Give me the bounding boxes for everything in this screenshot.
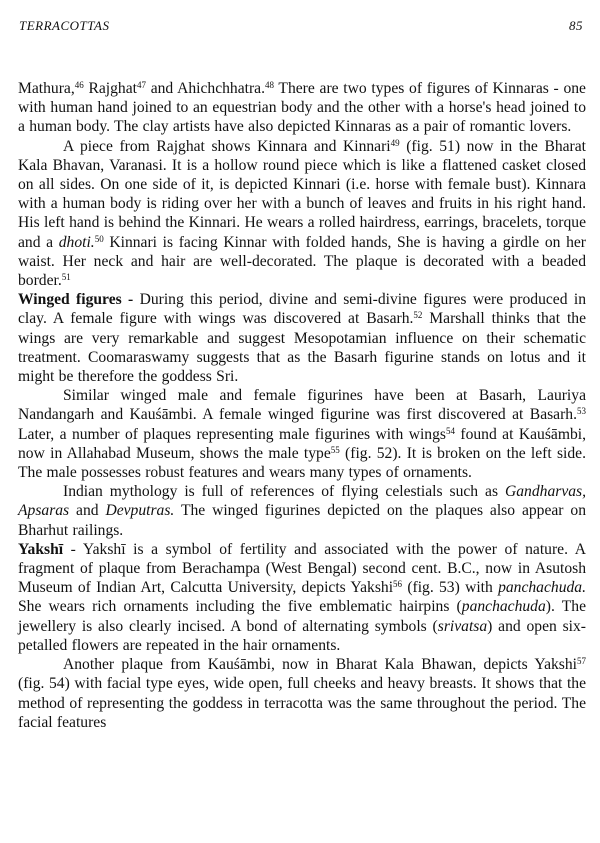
paragraph: [18, 79, 586, 137]
footnote-ref: 49: [390, 137, 400, 148]
paragraph: [18, 386, 586, 482]
paragraph: [18, 655, 586, 732]
paragraph: [18, 137, 586, 291]
text-run: Kinnari is facing Kinnar with folded hands, She is having a girdle on her waist. Her neck and hair are well-decorated. The plaque is decorated with a beaded border.: [18, 233, 586, 290]
text-run: found at Kauśāmbi, now in Allahabad Museum, shows the male type: [18, 425, 586, 462]
footnote-ref: 46: [74, 80, 84, 90]
footnote-ref: 56: [393, 579, 403, 590]
footnote-ref: 53: [577, 406, 586, 417]
text-run: - Yakshī is a symbol of fertility and associated with the power of nature. A fragment of plaque from Berachampa (West Bengal) second cent. B.C., now in Asutosh Museum of Indian Art, Calcutta University, depicts Yakshi: [18, 540, 586, 597]
text-run: (fig. 51) now in the Bharat Kala Bhavan, Varanasi. It is a hollow round piece which is like a flattened casket closed on all sides. On one side of it, is depicted Kinnari (i.e. horse with female bust). Kinnara with a human body is riding over her with a bunch of leaves and fruits in his right hand. His left hand is behind the Kinnari. He wears a rolled hairdress, earrings, bracelets, torque and a: [18, 137, 587, 251]
italic-term: panchachuda.: [498, 579, 586, 597]
italic-term: dhoti.: [58, 233, 95, 251]
text-run: (fig. 54) with facial type eyes, wide open, full cheeks and heavy breasts. It shows that the method of representing the goddess in terracotta was the same throughout the period. The facial features: [18, 675, 586, 731]
paragraph: [18, 540, 586, 655]
text-run: and: [69, 502, 106, 520]
footnote-ref: 50: [94, 233, 104, 244]
text-run: (fig. 52). It is broken on the left side. The male possesses robust features and wears many types of ornaments.: [18, 444, 586, 482]
footnote-ref: 55: [330, 444, 340, 455]
text-run: During this period, divine and semi-divine figures were produced in clay. A female figure with wings was discovered at Basarh.: [18, 291, 586, 328]
body-text: [18, 79, 586, 732]
section-heading: Winged figures -: [18, 291, 134, 309]
italic-term: Gandharvas, Apsaras: [18, 483, 586, 520]
italic-term: Devputras.: [105, 502, 175, 520]
text-run: There are two types of figures of Kinnaras - one with human hand joined to an equestrian body and the other with a horse's head joined to a human body. The clay artists have also depicted Kinnaras as a pair of romantic lovers.: [18, 80, 586, 136]
italic-term: srivatsa: [437, 617, 488, 635]
text-run: Marshall thinks that the wings are very remarkable and suggest Mesopotamian influence on their schematic treatment. Coomaraswamy suggests that as the Basarh figurine stands on lotus and it might be therefore the goddess Sri.: [18, 310, 587, 386]
text-run: The winged figurines depicted on the plaques also appear on Bharhut railings.: [18, 502, 586, 539]
footnote-ref: 57: [577, 656, 586, 667]
text-run: Another plaque from Kauśāmbi, now in Bharat Kala Bhawan, depicts Yakshi: [63, 656, 577, 674]
footnote-ref: 51: [61, 272, 71, 283]
footnote-ref: 48: [264, 80, 274, 90]
footnote-ref: 52: [413, 310, 423, 321]
section-heading: Yakshī: [18, 540, 64, 558]
text-run: Indian mythology is full of references of flying celestials such as: [63, 483, 505, 501]
text-run: Mathura,: [18, 80, 75, 97]
footnote-ref: 47: [136, 80, 146, 90]
text-run: She wears rich ornaments including the five emblematic hairpins (: [18, 598, 462, 616]
text-run: ) and open six-petalled flowers are repeated in the hair ornaments.: [18, 617, 586, 654]
page-number: 85: [569, 18, 583, 33]
footnote-ref: 54: [445, 425, 455, 436]
text-run: Later, a number of plaques representing male figurines with wings: [18, 425, 446, 443]
paragraph: [18, 290, 586, 386]
text-run: (fig. 53) with: [402, 579, 499, 597]
italic-term: panchachuda: [461, 598, 546, 616]
paragraph: [18, 482, 586, 540]
text-run: A piece from Rajghat shows Kinnara and Kinnari: [63, 137, 391, 155]
text-run: Rajghat: [83, 80, 137, 97]
running-title: TERRACOTTAS: [19, 18, 110, 33]
text-run: Similar winged male and female figurines have been at Basarh, Lauriya Nandangarh and Kauśāmbi. A female winged figurine was first discovered at Basarh.: [18, 387, 586, 424]
text-run: ). The jewellery is also clearly incised. A bond of alternating symbols (: [18, 598, 586, 635]
text-run: and Ahichchhatra.: [145, 80, 265, 97]
